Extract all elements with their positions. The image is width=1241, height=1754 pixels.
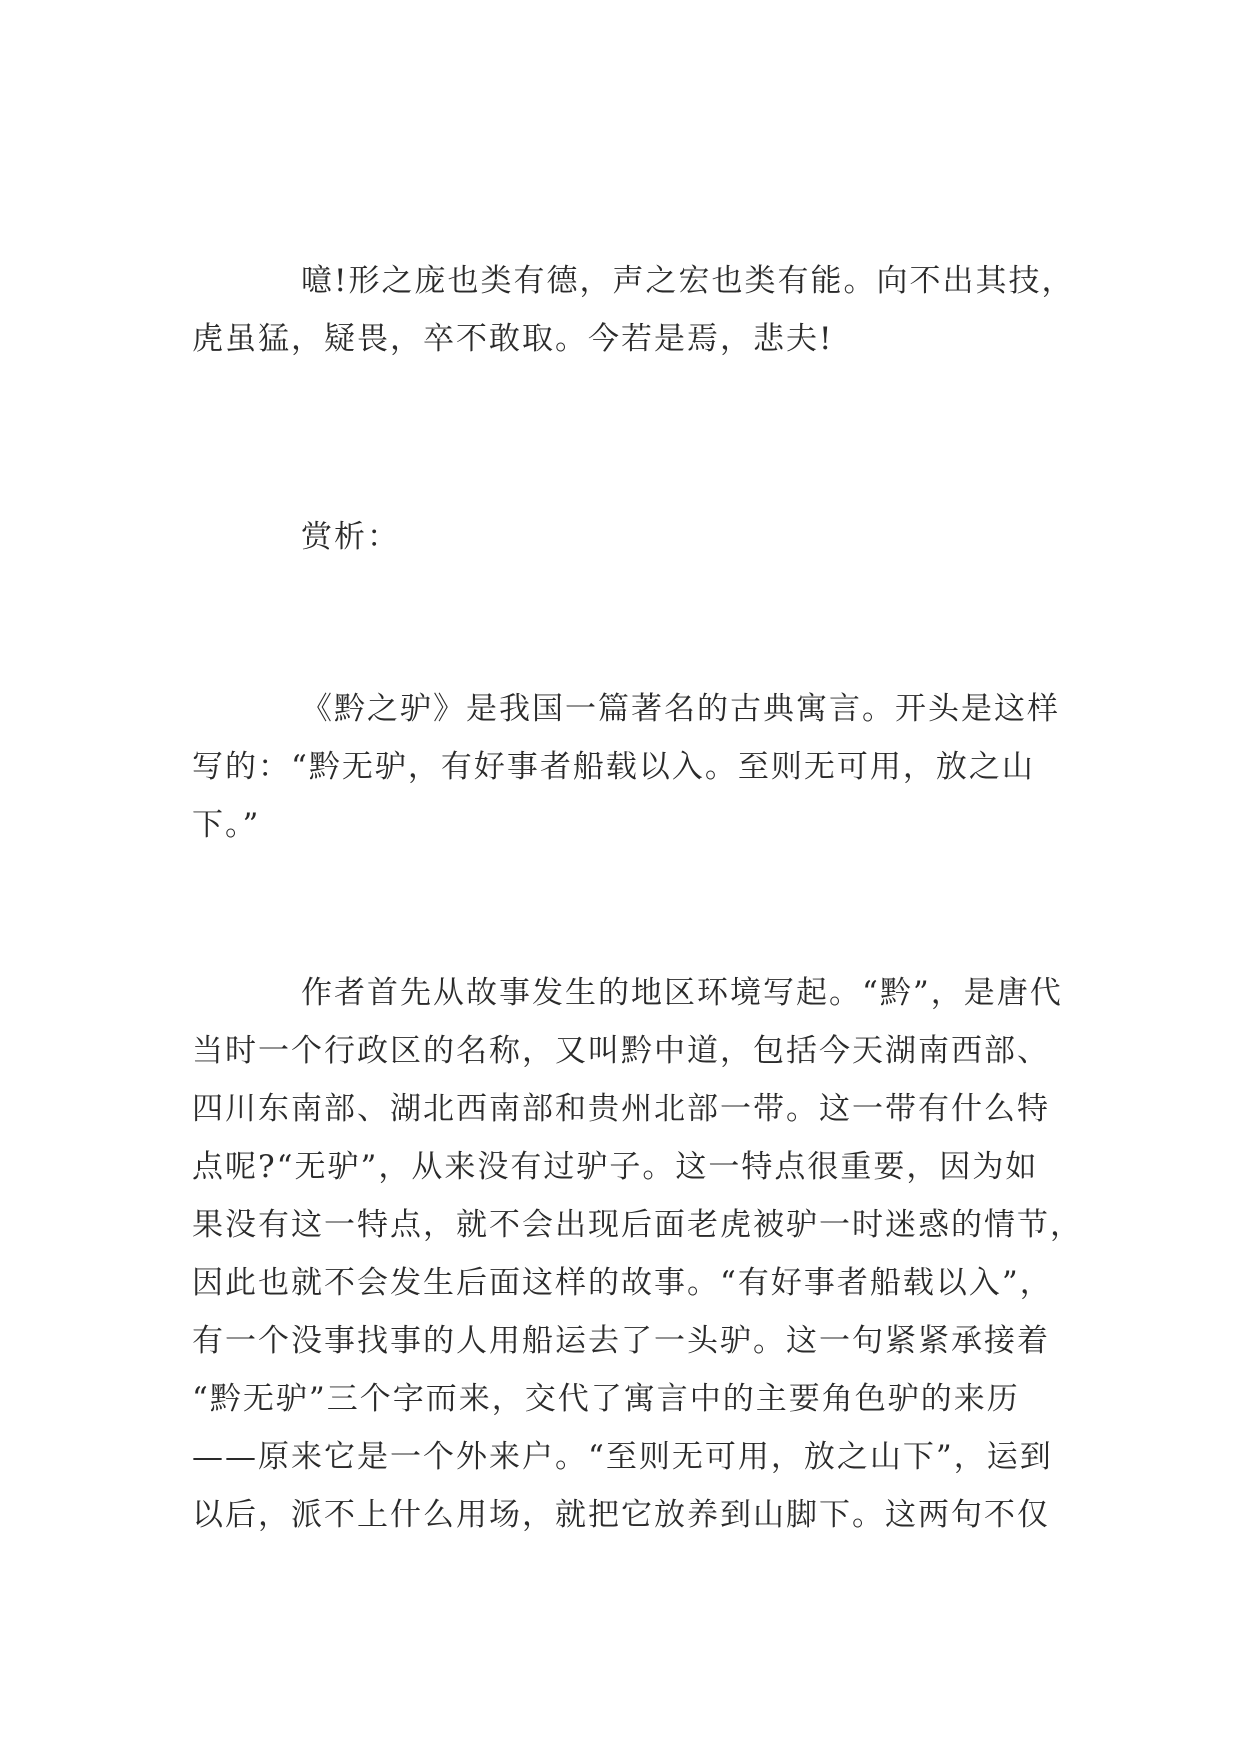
text-line: “黔无驴”三个字而来，交代了寓言中的主要角色驴的来历 xyxy=(192,1381,1020,1417)
text-line: 下。” xyxy=(192,807,261,843)
section-heading xyxy=(192,508,1052,566)
text-line: 《黔之驴》是我国一篇著名的古典寓言。开头是这样 xyxy=(301,691,1060,727)
paragraph-epilogue xyxy=(192,252,1075,368)
text-line: 噫!形之庞也类有德，声之宏也类有能。向不出其技， xyxy=(301,263,1075,299)
paragraph-analysis xyxy=(192,964,1083,1544)
paragraph-intro xyxy=(192,680,1060,854)
text-line: 果没有这一特点，就不会出现后面老虎被驴一时迷惑的情节， xyxy=(192,1207,1083,1243)
text-line: 作者首先从故事发生的地区环境写起。“黔”，是唐代 xyxy=(301,975,1063,1011)
text-line: 四川东南部、湖北西南部和贵州北部一带。这一带有什么特 xyxy=(192,1091,1050,1127)
text-line: 点呢?“无驴”，从来没有过驴子。这一特点很重要，因为如 xyxy=(192,1149,1039,1185)
text-line: 赏析： xyxy=(301,519,400,555)
text-line: ——原来它是一个外来户。“至则无可用，放之山下”，运到 xyxy=(192,1439,1053,1475)
text-line: 虎虽猛，疑畏，卒不敢取。今若是焉，悲夫! xyxy=(192,321,834,357)
text-line: 写的：“黔无驴，有好事者船载以入。至则无可用，放之山 xyxy=(192,749,1035,785)
text-line: 有一个没事找事的人用船运去了一头驴。这一句紧紧承接着 xyxy=(192,1323,1050,1359)
text-line: 因此也就不会发生后面这样的故事。“有好事者船载以入”， xyxy=(192,1265,1053,1301)
text-line: 当时一个行政区的名称，又叫黔中道，包括今天湖南西部、 xyxy=(192,1033,1050,1069)
text-line: 以后，派不上什么用场，就把它放养到山脚下。这两句不仅 xyxy=(192,1497,1050,1533)
